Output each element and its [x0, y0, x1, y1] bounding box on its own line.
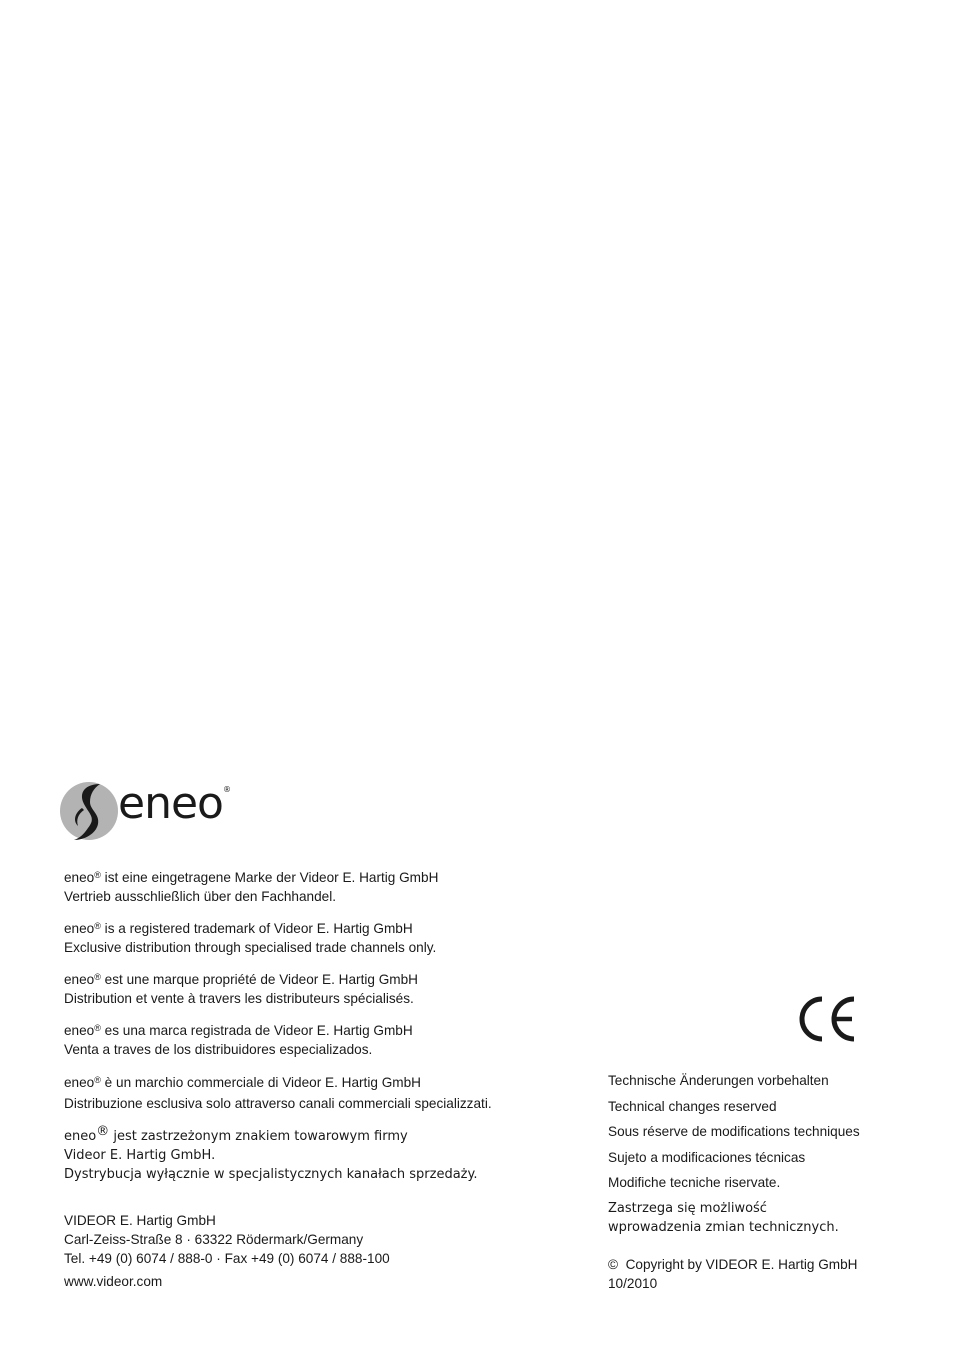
- company-address: [64, 1211, 390, 1268]
- phone-fax: Tel. +49 (0) 6074 / 888-0 · Fax +49 (0) 6074 / 888-100: [64, 1251, 390, 1266]
- notice-en: eneo® is a registered trademark of Videor E. Hartig GmbH Exclusive distribution through specialised trade channels only.: [64, 921, 437, 955]
- notice-fr: eneo® est une marque propriété de Videor E. Hartig GmbH Distribution et vente à travers les distributeurs spécialisés.: [64, 972, 418, 1006]
- tech-changes-de: Technische Änderungen vorbehalten: [608, 1073, 829, 1088]
- tech-changes-pl: Zastrzega się możliwość wprowadzenia zmian technicznych.: [608, 1200, 839, 1235]
- trademark-notices: [64, 868, 584, 1184]
- tech-changes-it: Modifiche tecniche riservate.: [608, 1175, 781, 1190]
- website-link[interactable]: www.videor.com: [64, 1274, 163, 1289]
- eneo-logo: [60, 778, 230, 844]
- copyright-date: 10/2010: [608, 1276, 658, 1291]
- ce-mark-icon: [796, 995, 858, 1043]
- tech-changes-fr: Sous réserve de modifications techniques: [608, 1124, 860, 1139]
- eneo-swirl-icon: [60, 778, 118, 844]
- tech-changes-es: Sujeto a modificaciones técnicas: [608, 1149, 806, 1165]
- notice-es: eneo® es una marca registrada de Videor E. Hartig GmbH Venta a traves de los distribuidores especializados.: [64, 1023, 413, 1057]
- notice-de: eneo® ist eine eingetragene Marke der Videor E. Hartig GmbH Vertrieb ausschließlich über den Fachhandel.: [64, 870, 439, 904]
- copyright-line: © Copyright by VIDEOR E. Hartig GmbH: [608, 1257, 858, 1272]
- street-address: Carl-Zeiss-Straße 8 · 63322 Rödermark/Germany: [64, 1232, 364, 1247]
- tech-changes-en: Technical changes reserved: [608, 1098, 777, 1114]
- notice-it: eneo® è un marchio commerciale di Videor E. Hartig GmbH Distribuzione esclusiva solo attraverso canali commerciali specializzati.: [64, 1075, 492, 1111]
- copyright: [608, 1255, 858, 1293]
- company-name: VIDEOR E. Hartig GmbH: [64, 1213, 216, 1228]
- notice-pl: eneo® jest zastrzeżonym znakiem towarowym firmy Videor E. Hartig GmbH. Dystrybucja wyłącznie w specjalistycznych kanałach sprzedaży.: [64, 1124, 478, 1182]
- technical-changes: [608, 1071, 908, 1237]
- eneo-wordmark: eneo®: [118, 778, 230, 829]
